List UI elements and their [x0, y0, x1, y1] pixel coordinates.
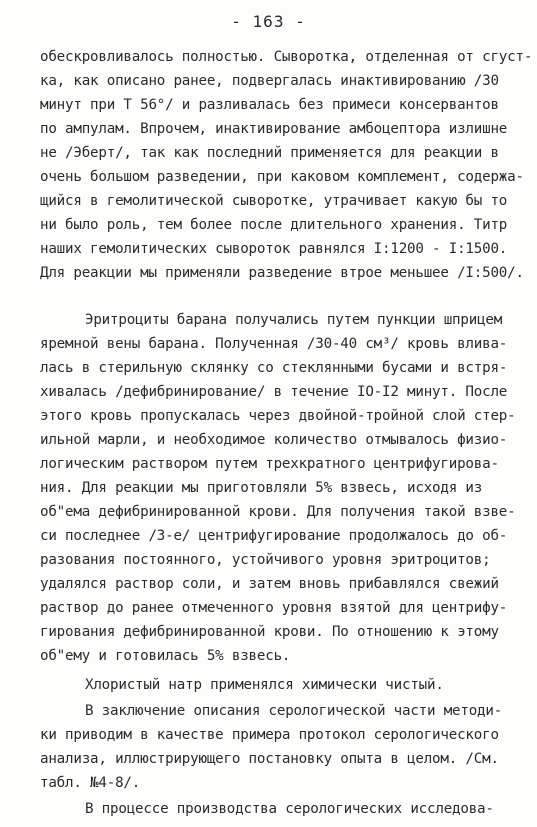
text-line: раствор до ранее отмеченного уровня взятой для центрифу- — [40, 600, 508, 616]
text-line: очень большом разведении, при каковом комплемент, содержа- — [40, 169, 524, 185]
text-line: В процессе производства серологических исследова- — [85, 801, 494, 817]
text-line: лась в стерильную склянку со стеклянными бусами и встря- — [40, 360, 508, 376]
text-line: логическим раствором путем трехкратного центрифугирова- — [40, 456, 499, 472]
text-line: об"ему и готовилась 5% взвесь. — [40, 648, 291, 664]
text-line: этого кровь пропускалась через двойной-тройной слой стер- — [40, 408, 516, 424]
text-line: ни было роль, тем более после длительного хранения. Титр — [40, 217, 508, 233]
text-line: по ампулам. Впрочем, инактивирование амбоцептора излишне — [40, 121, 508, 137]
text-line: ка, как описано ранее, подвергалась инактивированию /30 — [40, 73, 499, 89]
text-line: разования постоянного, устойчивого уровня эритроцитов; — [40, 552, 491, 568]
text-line: Эритроциты барана получались путем пункции шприцем — [85, 312, 503, 328]
text-line: табл. №4-8/. — [40, 775, 141, 791]
text-line: анализа, иллюстрирующего постановку опыта в целом. /См. — [40, 751, 499, 767]
text-line: минут при Т 56°/ и разливалась без примеси консервантов — [40, 97, 499, 113]
text-line: об"ема дефибринированной крови. Для получения такой взве- — [40, 504, 516, 520]
text-line: щийся в гемолитической сыворотке, утрачивает какую бы то — [40, 193, 508, 209]
text-line: хивалась /дефибринирование/ в течение IO-I2 минут. После — [40, 384, 508, 400]
text-line: ния. Для реакции мы приготовляли 5% взвесь, исходя из — [40, 480, 483, 496]
text-line: ки приводим в качестве примера протокол серологического — [40, 727, 499, 743]
text-line: яремной вены барана. Полученная /30-40 см³/ кровь влива- — [40, 336, 508, 352]
text-line: не /Эберт/, так как последний применяется для реакции в — [40, 145, 499, 161]
text-line: обескровливалось полностью. Сыворотка, отделенная от сгуст- — [40, 49, 533, 65]
text-line: си последнее /3-е/ центрифугирование продолжалось до об- — [40, 528, 508, 544]
text-line: наших гемолитических сывороток равнялся I:1200 - I:1500. — [40, 241, 508, 257]
text-line: В заключение описания серологической части методи- — [85, 703, 503, 719]
page-number: - 163 - — [231, 12, 306, 31]
text-line: Хлористый натр применялся химически чистый. — [85, 677, 444, 693]
text-line: гирования дефибринированной крови. По отношению к этому — [40, 624, 499, 640]
text-line: Для реакции мы применяли разведение втрое меньшее /I:500/. — [40, 265, 524, 281]
text-line: ильной марли, и необходимое количество отмывалось физио- — [40, 432, 508, 448]
text-line: удалялся раствор соли, и затем вновь прибавлялся свежий — [40, 576, 499, 592]
